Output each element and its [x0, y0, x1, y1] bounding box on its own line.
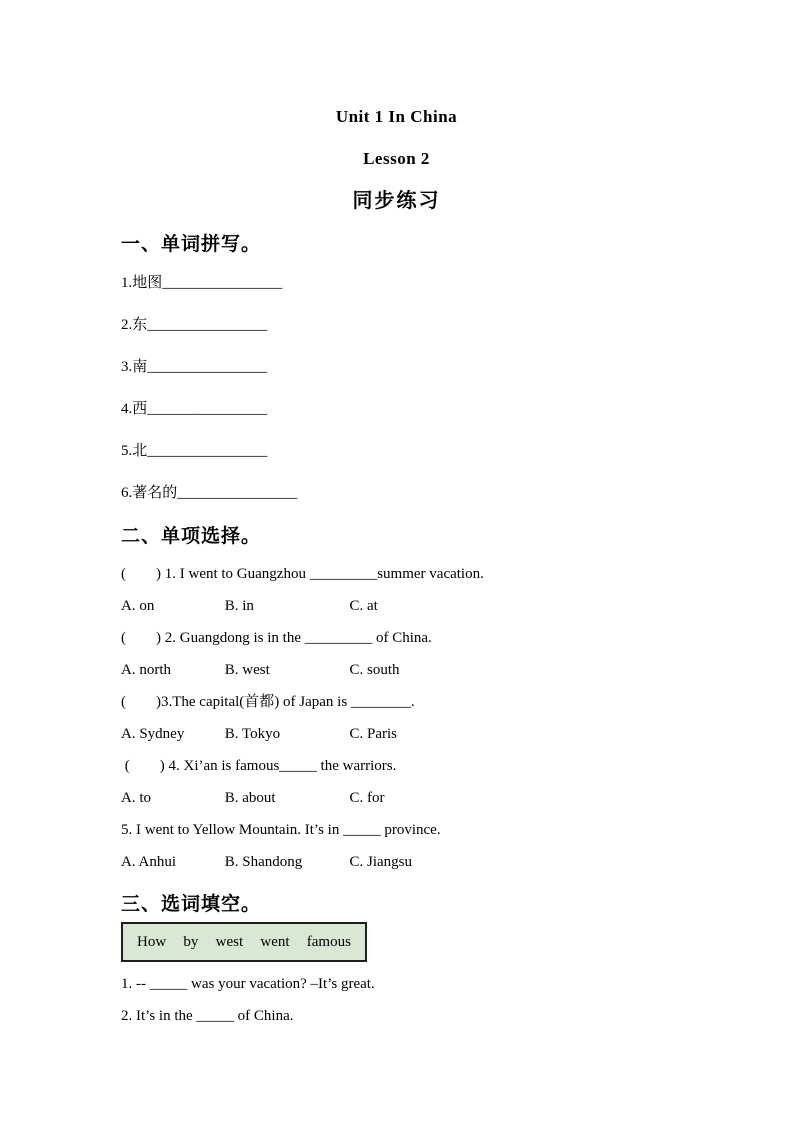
lesson-subtitle: Lesson 2 — [363, 149, 430, 168]
word-spelling-item-3: 3.南________________ — [121, 359, 268, 375]
word-bank-word-4: went — [260, 933, 290, 950]
question-3-options — [121, 718, 672, 750]
question-3-option-a: A. Sydney — [121, 726, 185, 742]
section-3-heading: 三、选词填空。 — [121, 894, 262, 915]
word-bank-box — [121, 922, 367, 962]
fill-blank-item-2: 2. It’s in the _____ of China. — [121, 1008, 294, 1024]
section-1-heading: 一、单词拼写。 — [121, 234, 262, 255]
question-1-options — [121, 590, 672, 622]
question-2-option-a: A. north — [121, 662, 171, 678]
unit-title: Unit 1 In China — [335, 107, 458, 126]
multiple-choice-list — [121, 558, 672, 878]
question-4-prompt: ( ) 4. Xi’an is famous_____ the warriors. — [121, 758, 397, 774]
word-spelling-item-4: 4.西________________ — [121, 401, 268, 417]
word-spelling-item-1: 1.地图________________ — [121, 275, 283, 291]
practice-subtitle: 同步练习 — [352, 190, 441, 212]
question-2-option-b: B. west — [224, 662, 270, 678]
question-5-option-c: C. Jiangsu — [349, 854, 413, 870]
question-4-option-a: A. to — [121, 790, 151, 806]
question-5-option-a: A. Anhui — [121, 854, 177, 870]
fill-blank-list — [121, 968, 672, 1032]
word-spelling-list — [121, 262, 672, 514]
question-1-prompt: ( ) 1. I went to Guangzhou _________summer vacation. — [121, 566, 484, 582]
fill-blank-item-1: 1. -- _____ was your vacation? –It’s great. — [121, 976, 375, 992]
question-3-option-c: C. Paris — [349, 726, 398, 742]
question-5-options — [121, 846, 672, 878]
word-bank-word-3: west — [215, 933, 244, 950]
word-spelling-item-2: 2.东________________ — [121, 317, 268, 333]
question-4-option-b: B. about — [224, 790, 276, 806]
word-bank-word-1: How — [137, 933, 167, 950]
question-2-options — [121, 654, 672, 686]
question-2-prompt: ( ) 2. Guangdong is in the _________ of China. — [121, 630, 432, 646]
question-3-option-b: B. Tokyo — [224, 726, 281, 742]
word-spelling-item-5: 5.北________________ — [121, 443, 268, 459]
question-5-prompt: 5. I went to Yellow Mountain. It’s in _____ province. — [121, 822, 441, 838]
question-1-option-a: A. on — [121, 598, 155, 614]
question-1-option-c: C. at — [349, 598, 378, 614]
question-4-options — [121, 782, 672, 814]
section-2-heading: 二、单项选择。 — [121, 526, 262, 547]
question-1-option-b: B. in — [224, 598, 254, 614]
question-3-prompt: ( )3.The capital(首都) of Japan is ________. — [121, 694, 415, 710]
question-2-option-c: C. south — [349, 662, 400, 678]
question-4-option-c: C. for — [349, 790, 385, 806]
question-5-option-b: B. Shandong — [224, 854, 303, 870]
word-bank-word-2: by — [183, 933, 199, 950]
word-spelling-item-6: 6.著名的________________ — [121, 485, 298, 501]
title-block — [121, 0, 672, 222]
word-bank-word-5: famous — [306, 933, 351, 950]
